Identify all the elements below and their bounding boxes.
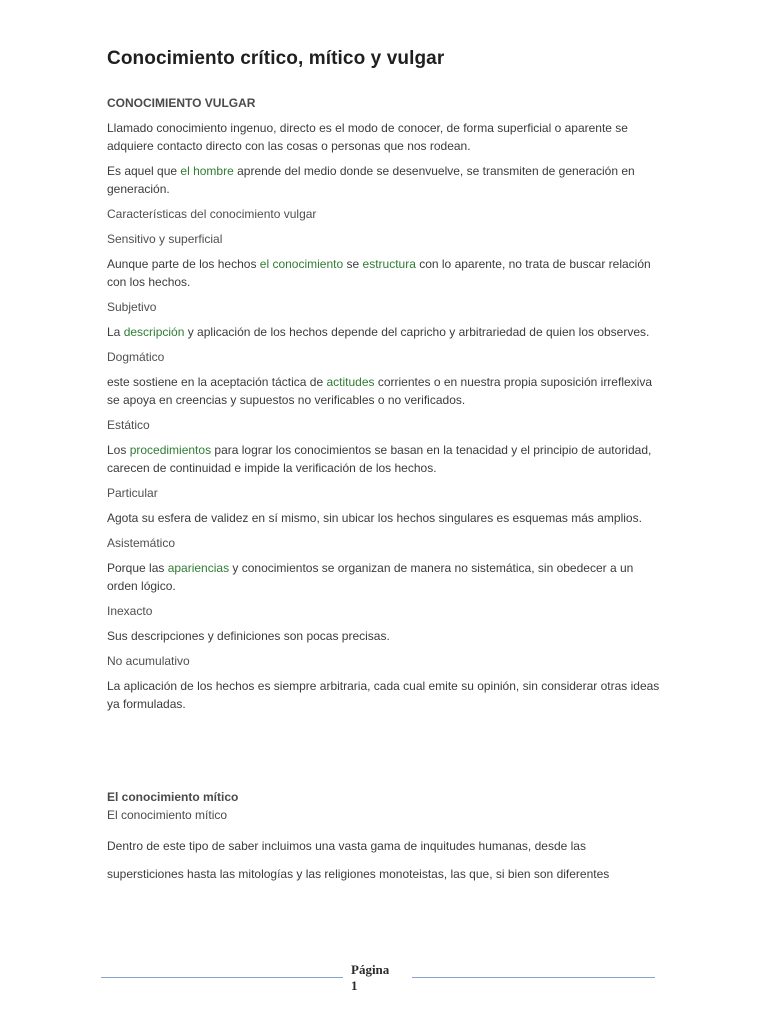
item-name-asistematico: Asistemático: [107, 536, 176, 550]
link-actitudes[interactable]: actitudes: [326, 375, 375, 389]
item-text-no-acumulativo: La aplicación de los hechos es siempre arbitraria, cada cual emite su opinión, sin considerar otras ideas ya formuladas.: [107, 679, 660, 711]
footer-rule-left: [101, 977, 343, 978]
item-text-pre: La: [107, 325, 124, 339]
section-mitico: [107, 788, 662, 886]
mitico-heading-bold: El conocimiento mítico: [107, 790, 239, 804]
link-apariencias[interactable]: apariencias: [167, 561, 230, 575]
intro-paragraph: Llamado conocimiento ingenuo, directo es el modo de conocer, de forma superficial o aparente se adquiere contacto directo con las cosas o personas que nos rodean.: [107, 121, 628, 153]
caracteristicas-heading: Características del conocimiento vulgar: [107, 207, 317, 221]
item-text-subjetivo: [107, 323, 662, 341]
item-text-inexacto: Sus descripciones y definiciones son pocas precisas.: [107, 629, 390, 643]
item-name-no-acumulativo: No acumulativo: [107, 654, 190, 668]
document-title: Conocimiento crítico, mítico y vulgar: [107, 48, 445, 69]
mitico-line-2: supersticiones hasta las mitologías y las religiones monoteistas, las que, si bien son diferentes: [107, 867, 610, 881]
item-text-post: y aplicación de los hechos depende del capricho y arbitrariedad de quien los observes.: [184, 325, 650, 339]
page-number-label: [351, 962, 411, 994]
item-text-post: para lograr los conocimientos se basan en la tenacidad y el principio de autoridad, carecen de continuidad e impide la verificación de los hechos.: [107, 443, 652, 475]
item-name-inexacto: Inexacto: [107, 604, 153, 618]
item-text-pre: Los: [107, 443, 130, 457]
item-text-sensitivo: [107, 255, 662, 291]
item-name-dogmatico: Dogmático: [107, 350, 165, 364]
item-text-post: con lo aparente, no trata de buscar relación con los hechos.: [107, 257, 651, 289]
link-procedimientos[interactable]: procedimientos: [129, 443, 212, 457]
footer-rule-right: [412, 977, 655, 978]
link-descripcion[interactable]: descripción: [123, 325, 185, 339]
page-number: 1: [351, 978, 358, 993]
document-page: [107, 48, 662, 886]
item-text-particular: Agota su esfera de validez en sí mismo, sin ubicar los hechos singulares es esquemas más amplios.: [107, 511, 642, 525]
section-heading-vulgar: CONOCIMIENTO VULGAR: [107, 96, 256, 110]
item-text-post: y conocimientos se organizan de manera no sistemática, sin obedecer a un orden lógico.: [107, 561, 634, 593]
mitico-line-1: Dentro de este tipo de saber incluimos una vasta gama de inquitudes humanas, desde las: [107, 839, 586, 853]
spacer: [107, 720, 662, 788]
item-text-pre: Aunque parte de los hechos: [107, 257, 260, 271]
item-text-asistematico: [107, 559, 662, 595]
item-text-estatico: [107, 441, 662, 477]
mitico-heading-plain: El conocimiento mítico: [107, 808, 228, 822]
item-text-mid: se: [343, 257, 363, 271]
page-footer: [0, 960, 768, 1000]
link-el-conocimiento[interactable]: el conocimiento: [259, 257, 344, 271]
item-name-sensitivo: Sensitivo y superficial: [107, 232, 223, 246]
hombre-text-post: aprende del medio donde se desenvuelve, se transmiten de generación en generación.: [107, 164, 635, 196]
item-text-dogmatico: [107, 373, 662, 409]
hombre-text-pre: Es aquel que: [107, 164, 181, 178]
link-el-hombre[interactable]: el hombre: [180, 164, 234, 178]
item-name-subjetivo: Subjetivo: [107, 300, 157, 314]
page-word: Página: [351, 962, 390, 977]
item-name-particular: Particular: [107, 486, 158, 500]
item-name-estatico: Estático: [107, 418, 150, 432]
item-text-post: corrientes o en nuestra propia suposición irreflexiva se apoya en creencias y supuestos no verificables o no verificados.: [107, 375, 652, 407]
link-estructura[interactable]: estructura: [362, 257, 416, 271]
item-text-pre: este sostiene en la aceptación táctica de: [107, 375, 327, 389]
item-text-pre: Porque las: [107, 561, 168, 575]
hombre-paragraph: [107, 162, 662, 198]
